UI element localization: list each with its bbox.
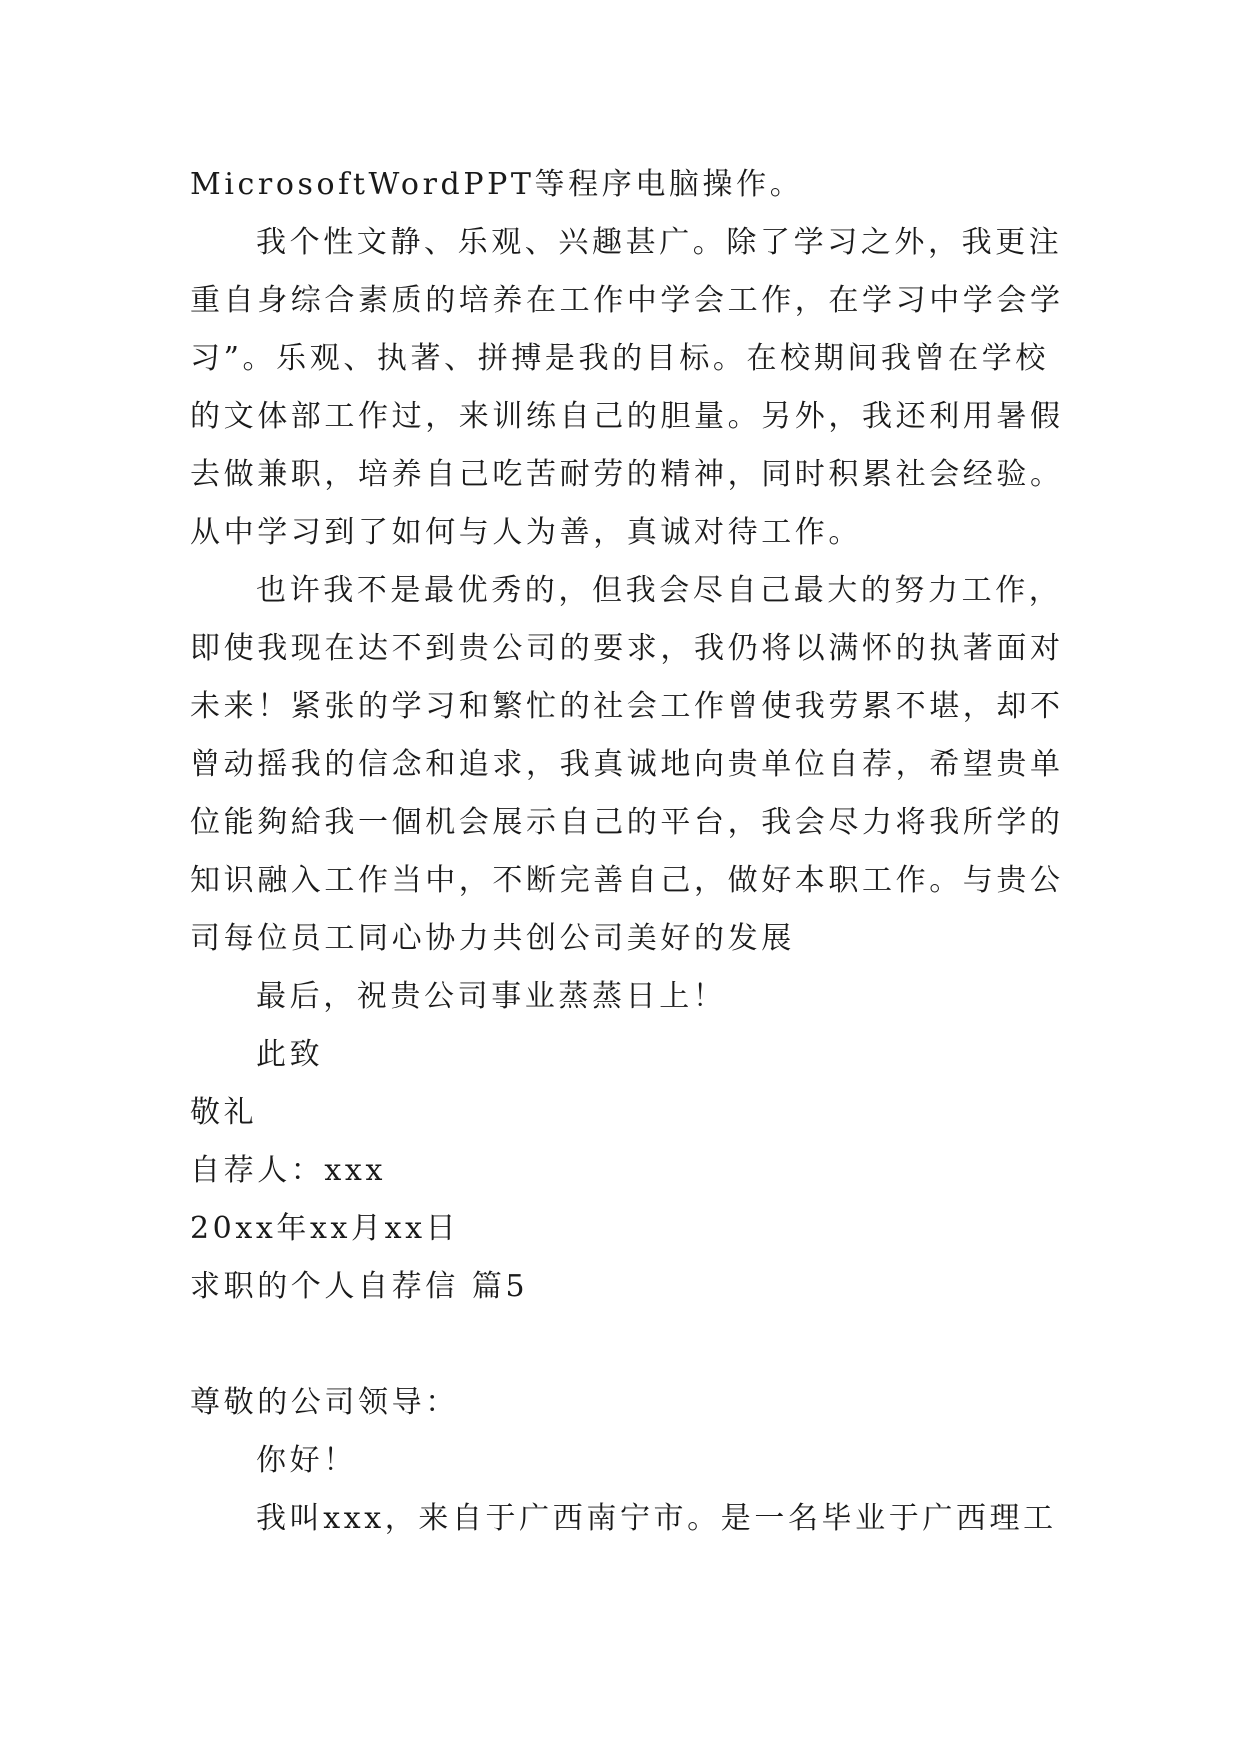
text-line: 知识融入工作当中，不断完善自己，做好本职工作。与贵公 bbox=[190, 863, 1064, 898]
paragraph-line: 我叫xxx，来自于广西南宁市。是一名毕业于广西理工 bbox=[256, 1501, 1057, 1536]
text-line: 习”。乐观、执著、拼搏是我的目标。在校期间我曾在学校 bbox=[190, 341, 1049, 376]
closing-wish: 最后，祝贵公司事业蒸蒸日上！ bbox=[256, 979, 727, 1014]
text-line: 重自身综合素质的培养在工作中学会工作，在学习中学会学 bbox=[190, 283, 1064, 318]
greeting: 你好！ bbox=[256, 1443, 357, 1478]
section-heading: 求职的个人自荐信 篇5 bbox=[190, 1269, 529, 1304]
signature-name: 自荐人：xxx bbox=[190, 1153, 386, 1188]
text-line: 从中学习到了如何与人为善，真诚对待工作。 bbox=[190, 515, 862, 550]
text-line: 位能夠給我一個机会展示自己的平台，我会尽力将我所学的 bbox=[190, 805, 1064, 840]
closing-salutation: 此致 bbox=[256, 1037, 324, 1072]
text-line: 去做兼职，培养自己吃苦耐劳的精神，同时积累社会经验。 bbox=[190, 457, 1064, 492]
text-line: 曾动摇我的信念和追求，我真诚地向贵单位自荐，希望贵单 bbox=[190, 747, 1064, 782]
letter-salutation: 尊敬的公司领导： bbox=[190, 1385, 459, 1420]
paragraph-line: 我个性文静、乐观、兴趣甚广。除了学习之外，我更注 bbox=[256, 225, 1063, 260]
text-line: 的文体部工作过，来训练自己的胆量。另外，我还利用暑假 bbox=[190, 399, 1064, 434]
signature-date: 20xx年xx月xx日 bbox=[190, 1211, 460, 1246]
text-line: 司每位员工同心协力共创公司美好的发展 bbox=[190, 921, 795, 956]
text-line: MicrosoftWordPPT等程序电脑操作。 bbox=[190, 167, 804, 202]
paragraph-line: 也许我不是最优秀的，但我会尽自己最大的努力工作， bbox=[256, 573, 1063, 608]
closing-regards: 敬礼 bbox=[190, 1095, 258, 1130]
text-line: 即使我现在达不到贵公司的要求，我仍将以满怀的执著面对 bbox=[190, 631, 1064, 666]
text-line: 未来！紧张的学习和繁忙的社会工作曾使我劳累不堪，却不 bbox=[190, 689, 1064, 724]
